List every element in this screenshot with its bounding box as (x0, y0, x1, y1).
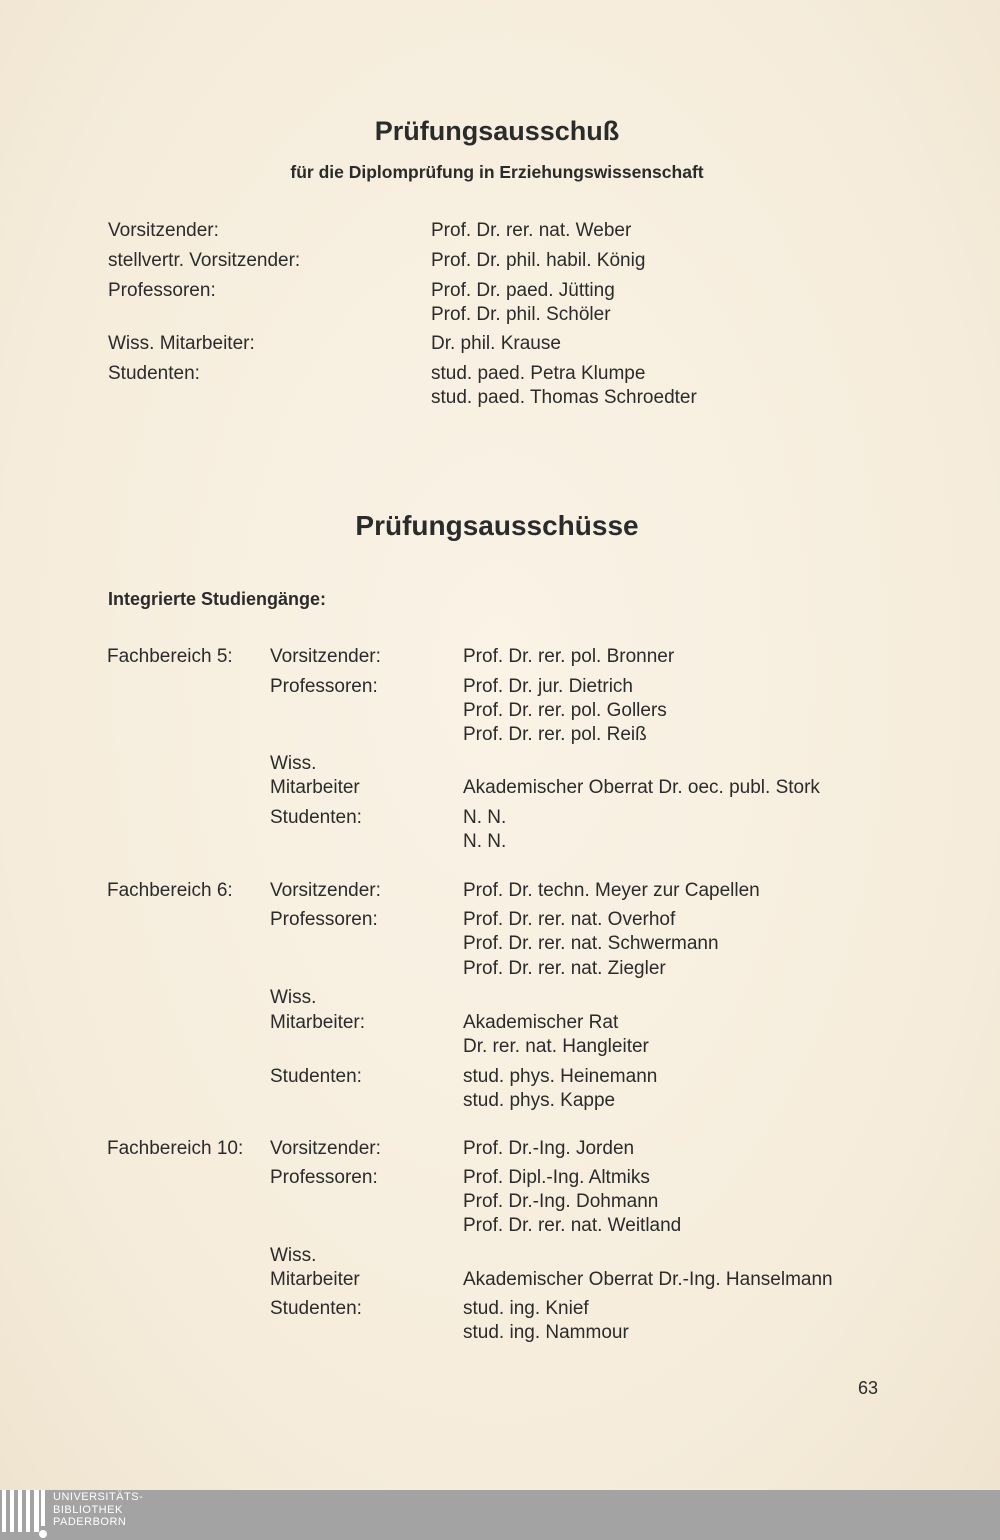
label-professoren: Professoren: (270, 676, 378, 697)
label-vorsitzender: Vorsitzender: (270, 646, 381, 667)
value-professor: Prof. Dr. rer. nat. Weitland (463, 1215, 682, 1236)
library-logo-icon (2, 1490, 48, 1540)
value-student: stud. paed. Petra Klumpe (431, 363, 646, 384)
value-wiss-mitarbeiter: Akademischer Oberrat Dr. oec. publ. Stork (463, 777, 820, 798)
value-vorsitzender: Prof. Dr.-Ing. Jorden (463, 1138, 635, 1159)
value-vorsitzender: Prof. Dr. rer. pol. Bronner (463, 646, 675, 667)
committee-subtitle: für die Diplomprüfung in Erziehungswissenschaft (290, 162, 704, 182)
value-professor: Prof. Dipl.-Ing. Altmiks (463, 1167, 650, 1188)
value-professor: Prof. Dr. paed. Jütting (431, 280, 615, 301)
label-stellvertreter: stellvertr. Vorsitzender: (108, 250, 301, 271)
value-wiss-mitarbeiter: Dr. phil. Krause (431, 333, 561, 354)
label-studenten: Studenten: (270, 807, 362, 828)
value-professor: Prof. Dr. rer. pol. Gollers (463, 700, 667, 721)
value-professor: Prof. Dr. rer. nat. Ziegler (463, 958, 666, 979)
label-vorsitzender: Vorsitzender: (270, 1138, 381, 1159)
value-wiss-mitarbeiter: Dr. rer. nat. Hangleiter (463, 1036, 649, 1057)
committee-title: Prüfungsausschuß (374, 116, 620, 146)
value-professor: Prof. Dr. jur. Dietrich (463, 676, 633, 697)
fachbereich-10-label: Fachbereich 10: (107, 1138, 244, 1159)
label-vorsitzender: Vorsitzender: (270, 880, 381, 901)
logo-line: BIBLIOTHEK (53, 1503, 123, 1516)
value-student: N. N. (463, 807, 507, 828)
value-vorsitzender: Prof. Dr. techn. Meyer zur Capellen (463, 880, 760, 901)
label-mitarbeiter: Mitarbeiter: (270, 1012, 366, 1033)
value-student: stud. ing. Nammour (463, 1322, 629, 1343)
label-wiss: Wiss. (270, 1245, 317, 1266)
library-footer-bar (0, 1490, 1000, 1540)
label-professoren: Professoren: (270, 1167, 378, 1188)
label-mitarbeiter: Mitarbeiter (270, 777, 360, 798)
label-professoren: Professoren: (108, 280, 216, 301)
fachbereich-6-label: Fachbereich 6: (107, 880, 233, 901)
value-student: stud. phys. Heinemann (463, 1066, 658, 1087)
value-student: stud. paed. Thomas Schroedter (431, 387, 697, 408)
logo-line: PADERBORN (53, 1516, 127, 1528)
section-heading: Integrierte Studiengänge: (108, 589, 327, 609)
value-student: N. N. (463, 831, 507, 852)
value-student: stud. phys. Kappe (463, 1090, 616, 1111)
value-professor: Prof. Dr. rer. nat. Schwermann (463, 933, 719, 954)
label-professoren: Professoren: (270, 909, 378, 930)
label-studenten: Studenten: (108, 363, 200, 384)
value-wiss-mitarbeiter: Akademischer Oberrat Dr.-Ing. Hanselmann (463, 1269, 833, 1290)
label-studenten: Studenten: (270, 1298, 362, 1319)
value-stellvertreter: Prof. Dr. phil. habil. König (431, 250, 646, 271)
value-professor: Prof. Dr. rer. nat. Overhof (463, 909, 676, 930)
label-studenten: Studenten: (270, 1066, 362, 1087)
value-professor: Prof. Dr.-Ing. Dohmann (463, 1191, 659, 1212)
value-wiss-mitarbeiter: Akademischer Rat (463, 1012, 619, 1033)
value-student: stud. ing. Knief (463, 1298, 589, 1319)
page-number: 63 (858, 1378, 879, 1398)
label-wiss-mitarbeiter: Wiss. Mitarbeiter: (108, 333, 255, 354)
logo-line: UNIVERSITÄTS- (53, 1491, 144, 1503)
committees-title: Prüfungsausschüsse (355, 510, 639, 541)
library-logo-text (53, 1491, 143, 1529)
label-wiss: Wiss. (270, 987, 317, 1008)
value-vorsitzender: Prof. Dr. rer. nat. Weber (431, 220, 632, 241)
value-professor: Prof. Dr. rer. pol. Reiß (463, 724, 647, 745)
label-wiss: Wiss. (270, 753, 317, 774)
fachbereich-5-label: Fachbereich 5: (107, 646, 233, 667)
label-mitarbeiter: Mitarbeiter (270, 1269, 360, 1290)
value-professor: Prof. Dr. phil. Schöler (431, 304, 611, 325)
label-vorsitzender: Vorsitzender: (108, 220, 219, 241)
